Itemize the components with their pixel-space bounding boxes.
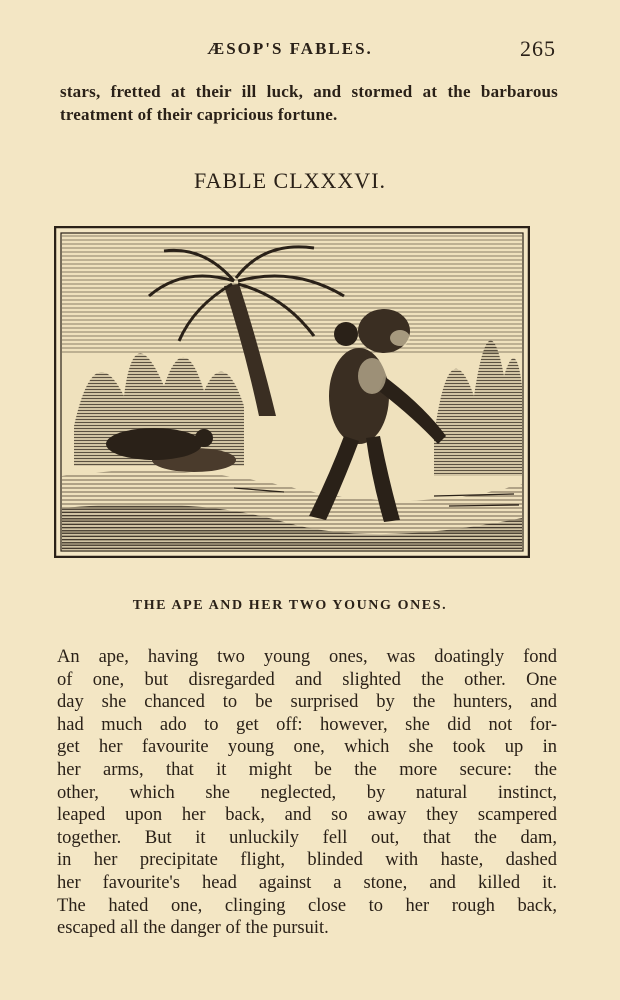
text-line: stars, fretted at their ill luck, and stormed at the barbarous — [60, 82, 558, 101]
text-line: had much ado to get off: however, she did not for- — [57, 714, 557, 735]
text-line: escaped all the danger of the pursuit. — [57, 918, 329, 939]
previous-fable-ending — [60, 80, 558, 126]
woodcut-illustration — [54, 226, 530, 558]
fable-body — [57, 646, 557, 940]
page-number: 265 — [520, 36, 556, 61]
text-line: treatment of their capricious fortune. — [60, 105, 338, 124]
running-head — [60, 36, 560, 62]
text-line: other, which she neglected, by natural instinct, — [57, 782, 557, 803]
text-line: of one, but disregarded and slighted the other. One — [57, 669, 557, 690]
text-line: An ape, having two young ones, was doatingly fond — [57, 647, 557, 667]
text-line: her favourite's head against a stone, and killed it. — [57, 872, 557, 893]
text-line: her arms, that it might be the more secure: the — [57, 759, 557, 780]
fable-caption: THE APE AND HER TWO YOUNG ONES. — [132, 598, 448, 613]
text-line: together. But it unluckily fell out, that the dam, — [57, 827, 557, 848]
running-title: ÆSOP'S FABLES. — [207, 39, 373, 58]
fable-title: FABLE CLXXXVI. — [193, 168, 387, 193]
text-line: The hated one, clinging close to her rough back, — [57, 895, 557, 916]
text-line: in her precipitate flight, blinded with haste, dashed — [57, 850, 557, 871]
text-line: get her favourite young one, which she took up in — [57, 737, 557, 758]
text-line: leaped upon her back, and so away they scampered — [57, 805, 557, 826]
text-line: day she chanced to be surprised by the hunters, and — [57, 692, 557, 713]
